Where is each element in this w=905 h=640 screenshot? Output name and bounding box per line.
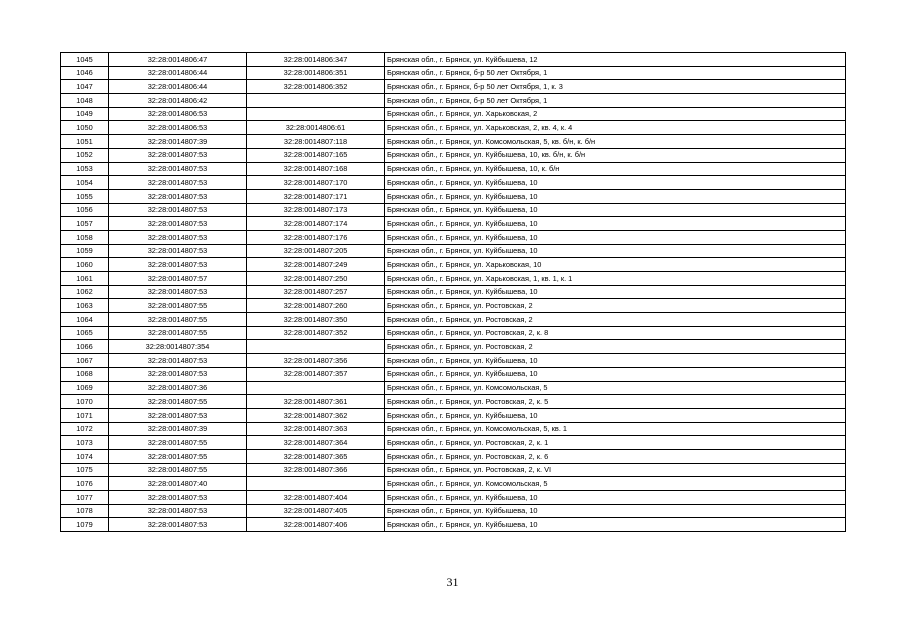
cadastral-number-cell bbox=[247, 381, 385, 395]
address-cell: Брянская обл., г. Брянск, ул. Ростовская, 2, к. 6 bbox=[385, 449, 846, 463]
table-row bbox=[61, 258, 846, 272]
parent-cadastral-number-cell: 32:28:0014807:53 bbox=[109, 367, 247, 381]
address-cell: Брянская обл., г. Брянск, ул. Харьковская, 1, кв. 1, к. 1 bbox=[385, 272, 846, 286]
table-row bbox=[61, 477, 846, 491]
parent-cadastral-number-cell: 32:28:0014807:39 bbox=[109, 135, 247, 149]
row-number-cell: 1066 bbox=[61, 340, 109, 354]
row-number-cell: 1068 bbox=[61, 367, 109, 381]
address-cell: Брянская обл., г. Брянск, ул. Куйбышева, 10 bbox=[385, 504, 846, 518]
cadastral-number-cell: 32:28:0014807:350 bbox=[247, 313, 385, 327]
row-number-cell: 1055 bbox=[61, 189, 109, 203]
table-row bbox=[61, 299, 846, 313]
table-row bbox=[61, 189, 846, 203]
row-number-cell: 1075 bbox=[61, 463, 109, 477]
cadastral-number-cell: 32:28:0014807:257 bbox=[247, 285, 385, 299]
parent-cadastral-number-cell: 32:28:0014807:53 bbox=[109, 217, 247, 231]
parent-cadastral-number-cell: 32:28:0014807:55 bbox=[109, 326, 247, 340]
address-cell: Брянская обл., г. Брянск, ул. Куйбышева, 10 bbox=[385, 176, 846, 190]
row-number-cell: 1079 bbox=[61, 518, 109, 532]
row-number-cell: 1078 bbox=[61, 504, 109, 518]
table-row bbox=[61, 230, 846, 244]
row-number-cell: 1061 bbox=[61, 272, 109, 286]
address-cell: Брянская обл., г. Брянск, ул. Ростовская, 2 bbox=[385, 313, 846, 327]
row-number-cell: 1067 bbox=[61, 354, 109, 368]
cadastral-number-cell: 32:28:0014807:357 bbox=[247, 367, 385, 381]
cadastral-number-cell: 32:28:0014807:205 bbox=[247, 244, 385, 258]
address-cell: Брянская обл., г. Брянск, ул. Ростовская, 2 bbox=[385, 340, 846, 354]
cadastral-number-cell: 32:28:0014807:362 bbox=[247, 408, 385, 422]
cadastral-number-cell: 32:28:0014807:249 bbox=[247, 258, 385, 272]
row-number-cell: 1047 bbox=[61, 80, 109, 94]
row-number-cell: 1076 bbox=[61, 477, 109, 491]
address-cell: Брянская обл., г. Брянск, ул. Куйбышева, 10 bbox=[385, 491, 846, 505]
table-row bbox=[61, 449, 846, 463]
cadastral-number-cell: 32:28:0014807:361 bbox=[247, 395, 385, 409]
parent-cadastral-number-cell: 32:28:0014807:53 bbox=[109, 176, 247, 190]
cadastral-number-cell: 32:28:0014806:351 bbox=[247, 66, 385, 80]
cadastral-number-cell: 32:28:0014807:260 bbox=[247, 299, 385, 313]
parent-cadastral-number-cell: 32:28:0014807:57 bbox=[109, 272, 247, 286]
parent-cadastral-number-cell: 32:28:0014807:39 bbox=[109, 422, 247, 436]
row-number-cell: 1077 bbox=[61, 491, 109, 505]
parent-cadastral-number-cell: 32:28:0014807:354 bbox=[109, 340, 247, 354]
row-number-cell: 1059 bbox=[61, 244, 109, 258]
parent-cadastral-number-cell: 32:28:0014807:53 bbox=[109, 162, 247, 176]
cadastral-number-cell: 32:28:0014807:405 bbox=[247, 504, 385, 518]
cadastral-number-cell: 32:28:0014807:352 bbox=[247, 326, 385, 340]
table-row bbox=[61, 422, 846, 436]
parent-cadastral-number-cell: 32:28:0014807:53 bbox=[109, 491, 247, 505]
cadastral-number-cell bbox=[247, 477, 385, 491]
cadastral-number-cell: 32:28:0014806:352 bbox=[247, 80, 385, 94]
parent-cadastral-number-cell: 32:28:0014807:40 bbox=[109, 477, 247, 491]
row-number-cell: 1073 bbox=[61, 436, 109, 450]
parent-cadastral-number-cell: 32:28:0014807:53 bbox=[109, 244, 247, 258]
parent-cadastral-number-cell: 32:28:0014807:53 bbox=[109, 203, 247, 217]
cadastral-number-cell: 32:28:0014807:174 bbox=[247, 217, 385, 231]
row-number-cell: 1058 bbox=[61, 230, 109, 244]
address-cell: Брянская обл., г. Брянск, ул. Куйбышева, 10 bbox=[385, 189, 846, 203]
cadastral-number-cell bbox=[247, 94, 385, 108]
parent-cadastral-number-cell: 32:28:0014807:53 bbox=[109, 230, 247, 244]
parent-cadastral-number-cell: 32:28:0014806:44 bbox=[109, 80, 247, 94]
row-number-cell: 1050 bbox=[61, 121, 109, 135]
parent-cadastral-number-cell: 32:28:0014807:55 bbox=[109, 436, 247, 450]
address-cell: Брянская обл., г. Брянск, ул. Ростовская, 2 bbox=[385, 299, 846, 313]
table-row bbox=[61, 80, 846, 94]
cadastral-number-cell: 32:28:0014806:347 bbox=[247, 53, 385, 67]
cadastral-number-cell: 32:28:0014807:364 bbox=[247, 436, 385, 450]
cadastral-number-cell: 32:28:0014806:61 bbox=[247, 121, 385, 135]
parent-cadastral-number-cell: 32:28:0014807:36 bbox=[109, 381, 247, 395]
cadastral-number-cell bbox=[247, 340, 385, 354]
cadastral-number-cell: 32:28:0014807:168 bbox=[247, 162, 385, 176]
address-cell: Брянская обл., г. Брянск, ул. Куйбышева, 10 bbox=[385, 230, 846, 244]
parent-cadastral-number-cell: 32:28:0014807:53 bbox=[109, 148, 247, 162]
table-row bbox=[61, 408, 846, 422]
row-number-cell: 1051 bbox=[61, 135, 109, 149]
table-row bbox=[61, 121, 846, 135]
table-row bbox=[61, 504, 846, 518]
row-number-cell: 1052 bbox=[61, 148, 109, 162]
row-number-cell: 1053 bbox=[61, 162, 109, 176]
cadastral-table bbox=[60, 52, 846, 532]
address-cell: Брянская обл., г. Брянск, ул. Комсомольская, 5, кв. б/н, к. б/н bbox=[385, 135, 846, 149]
table-row bbox=[61, 395, 846, 409]
row-number-cell: 1069 bbox=[61, 381, 109, 395]
parent-cadastral-number-cell: 32:28:0014807:55 bbox=[109, 299, 247, 313]
table-row bbox=[61, 491, 846, 505]
cadastral-number-cell: 32:28:0014807:170 bbox=[247, 176, 385, 190]
address-cell: Брянская обл., г. Брянск, б-р 50 лет Октября, 1 bbox=[385, 66, 846, 80]
parent-cadastral-number-cell: 32:28:0014807:55 bbox=[109, 313, 247, 327]
address-cell: Брянская обл., г. Брянск, ул. Куйбышева, 10 bbox=[385, 518, 846, 532]
address-cell: Брянская обл., г. Брянск, ул. Куйбышева, 10, к. б/н bbox=[385, 162, 846, 176]
row-number-cell: 1049 bbox=[61, 107, 109, 121]
parent-cadastral-number-cell: 32:28:0014807:53 bbox=[109, 504, 247, 518]
parent-cadastral-number-cell: 32:28:0014807:55 bbox=[109, 463, 247, 477]
parent-cadastral-number-cell: 32:28:0014806:44 bbox=[109, 66, 247, 80]
cadastral-number-cell: 32:28:0014807:366 bbox=[247, 463, 385, 477]
address-cell: Брянская обл., г. Брянск, ул. Куйбышева, 10 bbox=[385, 354, 846, 368]
address-cell: Брянская обл., г. Брянск, б-р 50 лет Октября, 1, к. 3 bbox=[385, 80, 846, 94]
row-number-cell: 1062 bbox=[61, 285, 109, 299]
row-number-cell: 1060 bbox=[61, 258, 109, 272]
parent-cadastral-number-cell: 32:28:0014807:53 bbox=[109, 518, 247, 532]
row-number-cell: 1048 bbox=[61, 94, 109, 108]
address-cell: Брянская обл., г. Брянск, ул. Харьковская, 2, кв. 4, к. 4 bbox=[385, 121, 846, 135]
row-number-cell: 1071 bbox=[61, 408, 109, 422]
parent-cadastral-number-cell: 32:28:0014806:53 bbox=[109, 121, 247, 135]
table-row bbox=[61, 436, 846, 450]
address-cell: Брянская обл., г. Брянск, ул. Комсомольская, 5 bbox=[385, 477, 846, 491]
table-row bbox=[61, 463, 846, 477]
table-row bbox=[61, 203, 846, 217]
parent-cadastral-number-cell: 32:28:0014807:53 bbox=[109, 354, 247, 368]
parent-cadastral-number-cell: 32:28:0014807:55 bbox=[109, 395, 247, 409]
table-row bbox=[61, 135, 846, 149]
table-row bbox=[61, 326, 846, 340]
address-cell: Брянская обл., г. Брянск, ул. Куйбышева, 10 bbox=[385, 285, 846, 299]
table-row bbox=[61, 367, 846, 381]
cadastral-number-cell: 32:28:0014807:363 bbox=[247, 422, 385, 436]
table-row bbox=[61, 354, 846, 368]
table-row bbox=[61, 313, 846, 327]
address-cell: Брянская обл., г. Брянск, ул. Ростовская, 2, к. 8 bbox=[385, 326, 846, 340]
address-cell: Брянская обл., г. Брянск, ул. Куйбышева, 10 bbox=[385, 217, 846, 231]
table-row bbox=[61, 162, 846, 176]
parent-cadastral-number-cell: 32:28:0014807:55 bbox=[109, 449, 247, 463]
cadastral-number-cell: 32:28:0014807:118 bbox=[247, 135, 385, 149]
cadastral-number-cell: 32:28:0014807:173 bbox=[247, 203, 385, 217]
table-row bbox=[61, 176, 846, 190]
page-number: 31 bbox=[446, 575, 459, 589]
parent-cadastral-number-cell: 32:28:0014806:47 bbox=[109, 53, 247, 67]
cadastral-number-cell: 32:28:0014807:165 bbox=[247, 148, 385, 162]
address-cell: Брянская обл., г. Брянск, ул. Ростовская, 2, к. 1 bbox=[385, 436, 846, 450]
parent-cadastral-number-cell: 32:28:0014807:53 bbox=[109, 189, 247, 203]
table-row bbox=[61, 340, 846, 354]
address-cell: Брянская обл., г. Брянск, б-р 50 лет Октября, 1 bbox=[385, 94, 846, 108]
table-row bbox=[61, 107, 846, 121]
address-cell: Брянская обл., г. Брянск, ул. Куйбышева, 10 bbox=[385, 203, 846, 217]
cadastral-number-cell bbox=[247, 107, 385, 121]
cadastral-number-cell: 32:28:0014807:406 bbox=[247, 518, 385, 532]
cadastral-number-cell: 32:28:0014807:250 bbox=[247, 272, 385, 286]
table-row bbox=[61, 217, 846, 231]
address-cell: Брянская обл., г. Брянск, ул. Ростовская, 2, к. VI bbox=[385, 463, 846, 477]
table-row bbox=[61, 381, 846, 395]
parent-cadastral-number-cell: 32:28:0014807:53 bbox=[109, 285, 247, 299]
row-number-cell: 1057 bbox=[61, 217, 109, 231]
table-row bbox=[61, 272, 846, 286]
table-row bbox=[61, 285, 846, 299]
row-number-cell: 1065 bbox=[61, 326, 109, 340]
cadastral-number-cell: 32:28:0014807:356 bbox=[247, 354, 385, 368]
address-cell: Брянская обл., г. Брянск, ул. Ростовская, 2, к. 5 bbox=[385, 395, 846, 409]
row-number-cell: 1072 bbox=[61, 422, 109, 436]
address-cell: Брянская обл., г. Брянск, ул. Комсомольская, 5 bbox=[385, 381, 846, 395]
cadastral-table-body bbox=[61, 53, 846, 532]
address-cell: Брянская обл., г. Брянск, ул. Куйбышева, 10 bbox=[385, 408, 846, 422]
row-number-cell: 1063 bbox=[61, 299, 109, 313]
table-row bbox=[61, 53, 846, 67]
row-number-cell: 1064 bbox=[61, 313, 109, 327]
row-number-cell: 1070 bbox=[61, 395, 109, 409]
table-row bbox=[61, 66, 846, 80]
table-row bbox=[61, 518, 846, 532]
parent-cadastral-number-cell: 32:28:0014807:53 bbox=[109, 258, 247, 272]
row-number-cell: 1054 bbox=[61, 176, 109, 190]
address-cell: Брянская обл., г. Брянск, ул. Комсомольская, 5, кв. 1 bbox=[385, 422, 846, 436]
cadastral-number-cell: 32:28:0014807:404 bbox=[247, 491, 385, 505]
cadastral-number-cell: 32:28:0014807:171 bbox=[247, 189, 385, 203]
parent-cadastral-number-cell: 32:28:0014807:53 bbox=[109, 408, 247, 422]
address-cell: Брянская обл., г. Брянск, ул. Куйбышева, 10, кв. б/н, к. б/н bbox=[385, 148, 846, 162]
row-number-cell: 1046 bbox=[61, 66, 109, 80]
table-row bbox=[61, 148, 846, 162]
table-row bbox=[61, 244, 846, 258]
address-cell: Брянская обл., г. Брянск, ул. Харьковская, 10 bbox=[385, 258, 846, 272]
address-cell: Брянская обл., г. Брянск, ул. Куйбышева, 10 bbox=[385, 244, 846, 258]
address-cell: Брянская обл., г. Брянск, ул. Куйбышева, 10 bbox=[385, 367, 846, 381]
table-row bbox=[61, 94, 846, 108]
row-number-cell: 1045 bbox=[61, 53, 109, 67]
row-number-cell: 1056 bbox=[61, 203, 109, 217]
cadastral-number-cell: 32:28:0014807:365 bbox=[247, 449, 385, 463]
row-number-cell: 1074 bbox=[61, 449, 109, 463]
address-cell: Брянская обл., г. Брянск, ул. Харьковская, 2 bbox=[385, 107, 846, 121]
address-cell: Брянская обл., г. Брянск, ул. Куйбышева, 12 bbox=[385, 53, 846, 67]
cadastral-number-cell: 32:28:0014807:176 bbox=[247, 230, 385, 244]
parent-cadastral-number-cell: 32:28:0014806:53 bbox=[109, 107, 247, 121]
parent-cadastral-number-cell: 32:28:0014806:42 bbox=[109, 94, 247, 108]
